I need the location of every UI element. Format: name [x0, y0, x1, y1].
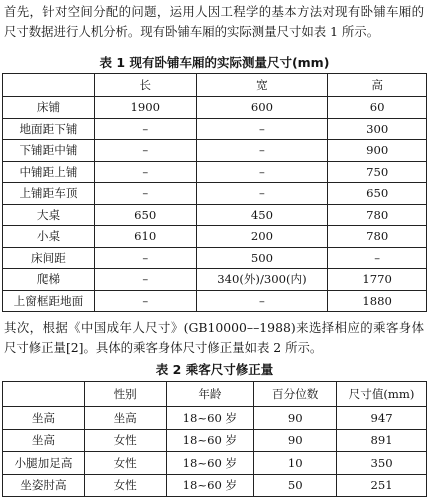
cell-value: –	[196, 140, 328, 162]
table2-header-gender: 性别	[84, 382, 166, 407]
table2-header-row	[3, 382, 427, 407]
table2-header-percentile: 百分位数	[254, 382, 337, 407]
cell-value: 500	[196, 247, 328, 269]
row-label: 小腿加足高	[3, 452, 85, 475]
table1-header-width: 宽	[196, 74, 328, 97]
row-label: 床间距	[3, 247, 95, 269]
table-row	[3, 140, 427, 162]
cell-value: 610	[94, 226, 196, 248]
table1-header-length: 长	[94, 74, 196, 97]
row-label: 中铺距上铺	[3, 161, 95, 183]
cell-value: 1880	[328, 290, 427, 312]
cell-value: –	[94, 183, 196, 205]
cell-value: 891	[337, 429, 427, 452]
cell-value: 18~60 岁	[166, 452, 254, 475]
cell-value: 60	[328, 97, 427, 119]
table-row	[3, 97, 427, 119]
table2-header-age: 年龄	[166, 382, 254, 407]
table-row	[3, 183, 427, 205]
cell-value: 1770	[328, 269, 427, 291]
cell-value: 450	[196, 204, 328, 226]
cell-value: –	[94, 290, 196, 312]
cell-value: –	[196, 118, 328, 140]
cell-value: 90	[254, 407, 337, 430]
table-row	[3, 407, 427, 430]
cell-value: 200	[196, 226, 328, 248]
cell-value: –	[94, 161, 196, 183]
row-label: 小桌	[3, 226, 95, 248]
cell-value: 18~60 岁	[166, 407, 254, 430]
row-label: 坐高	[3, 407, 85, 430]
row-label: 坐姿肘高	[3, 474, 85, 497]
table-row	[3, 226, 427, 248]
cell-value: 1900	[94, 97, 196, 119]
row-label: 坐高	[3, 429, 85, 452]
table-row	[3, 161, 427, 183]
cell-value: 300	[328, 118, 427, 140]
cell-value: 600	[196, 97, 328, 119]
cell-value: –	[196, 290, 328, 312]
cell-value: –	[94, 269, 196, 291]
row-label: 爬梯	[3, 269, 95, 291]
table1-caption: 表 1 现有卧铺车厢的实际测量尺寸(mm)	[99, 55, 330, 70]
cell-value: 780	[328, 204, 427, 226]
row-label: 上铺距车顶	[3, 183, 95, 205]
cell-value: 780	[328, 226, 427, 248]
row-label: 大桌	[3, 204, 95, 226]
cell-value: 女性	[84, 474, 166, 497]
table-row	[3, 429, 427, 452]
row-label: 地面距下铺	[3, 118, 95, 140]
table-row	[3, 269, 427, 291]
cell-value: –	[94, 118, 196, 140]
cell-value: –	[328, 247, 427, 269]
cell-value: –	[196, 183, 328, 205]
row-label: 上窗框距地面	[3, 290, 95, 312]
cell-value: 坐高	[84, 407, 166, 430]
cell-value: 18~60 岁	[166, 474, 254, 497]
cell-value: 10	[254, 452, 337, 475]
table-row	[3, 474, 427, 497]
cell-value: 90	[254, 429, 337, 452]
cell-value: –	[196, 161, 328, 183]
cell-value: 750	[328, 161, 427, 183]
table1	[2, 73, 427, 312]
table2	[2, 381, 427, 497]
cell-value: 900	[328, 140, 427, 162]
cell-value: 251	[337, 474, 427, 497]
table-row	[3, 204, 427, 226]
cell-value: 50	[254, 474, 337, 497]
cell-value: 女性	[84, 429, 166, 452]
cell-value: 947	[337, 407, 427, 430]
table2-header-blank	[3, 382, 85, 407]
table1-header-blank	[3, 74, 95, 97]
cell-value: 650	[328, 183, 427, 205]
table-row	[3, 247, 427, 269]
table1-header-height: 高	[328, 74, 427, 97]
table-row	[3, 290, 427, 312]
cell-value: 350	[337, 452, 427, 475]
intro-paragraph: 首先，针对空间分配的问题，运用人因工程学的基本方法对现有卧铺车厢的尺寸数据进行人机分析。现有卧铺车厢的实际测量尺寸如表 1 所示。	[4, 4, 424, 39]
table2-caption: 表 2 乘客尺寸修正量	[155, 362, 274, 377]
table2-header-size: 尺寸值(mm)	[337, 382, 427, 407]
row-label: 床铺	[3, 97, 95, 119]
table-row	[3, 452, 427, 475]
row-label: 下铺距中铺	[3, 140, 95, 162]
cell-value: 650	[94, 204, 196, 226]
table-row	[3, 118, 427, 140]
cell-value: –	[94, 247, 196, 269]
second-paragraph: 其次，根据《中国成年人尺寸》(GB10000––1988)来选择相应的乘客身体尺寸修正量[2]。具体的乘客身体尺寸修正量如表 2 所示。	[4, 320, 424, 355]
cell-value: 18~60 岁	[166, 429, 254, 452]
cell-value: 女性	[84, 452, 166, 475]
cell-value: –	[94, 140, 196, 162]
table1-header-row	[3, 74, 427, 97]
cell-value: 340(外)/300(内)	[196, 269, 328, 291]
